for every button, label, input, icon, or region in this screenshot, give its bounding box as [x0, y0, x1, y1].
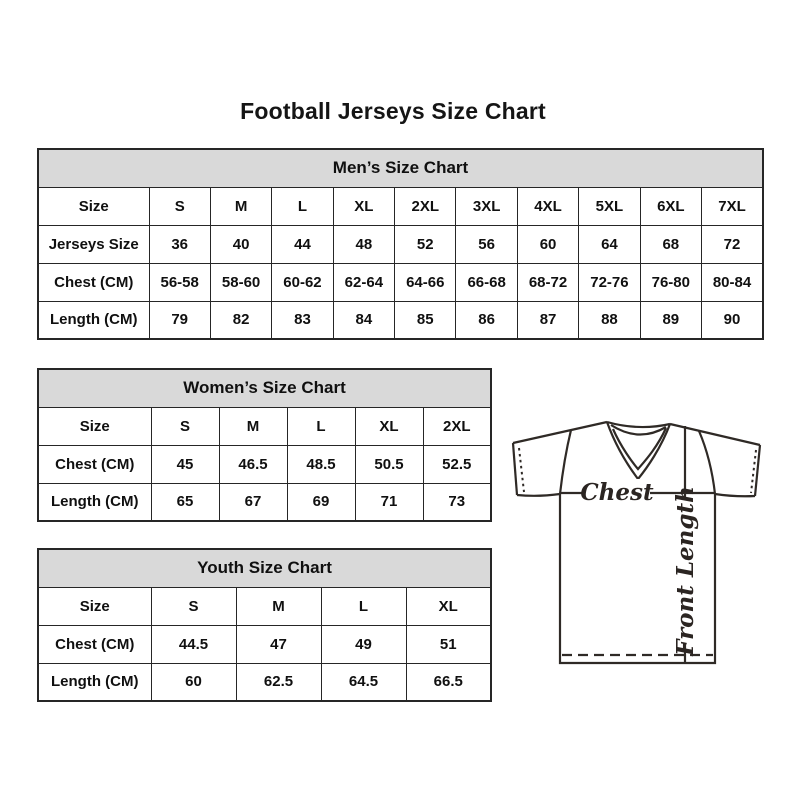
size-cell: 5XL [579, 187, 640, 225]
size-cell: 44 [272, 225, 333, 263]
jersey-right-shoulder-line [670, 424, 760, 445]
size-cell: 60 [517, 225, 578, 263]
size-cell: 64.5 [321, 663, 406, 701]
jersey-left-shoulder-line [513, 422, 607, 443]
size-cell: 62-64 [333, 263, 394, 301]
size-cell: 60-62 [272, 263, 333, 301]
size-cell: 89 [640, 301, 701, 339]
size-cell: 2XL [423, 407, 491, 445]
youth-size-table [37, 548, 492, 702]
size-cell: 52.5 [423, 445, 491, 483]
women-table-header: Women’s Size Chart [38, 369, 491, 407]
row-label: Length (CM) [38, 483, 151, 521]
size-cell: L [287, 407, 355, 445]
men-table-header: Men’s Size Chart [38, 149, 763, 187]
size-cell: 62.5 [236, 663, 321, 701]
jersey-left-armhole-seam [560, 430, 571, 494]
size-cell: 79 [149, 301, 210, 339]
row-label: Length (CM) [38, 663, 151, 701]
size-cell: L [272, 187, 333, 225]
row-label: Length (CM) [38, 301, 149, 339]
size-cell: 6XL [640, 187, 701, 225]
row-label: Size [38, 587, 151, 625]
jersey-right-sleeve-hem [755, 445, 760, 496]
size-cell: 56 [456, 225, 517, 263]
row-label: Size [38, 187, 149, 225]
size-cell: 80-84 [702, 263, 763, 301]
size-cell: 83 [272, 301, 333, 339]
jersey-left-underarm [517, 494, 560, 496]
size-cell: XL [406, 587, 491, 625]
row-label: Chest (CM) [38, 625, 151, 663]
size-cell: XL [355, 407, 423, 445]
size-cell: 73 [423, 483, 491, 521]
size-cell: 84 [333, 301, 394, 339]
size-cell: 68-72 [517, 263, 578, 301]
size-cell: 86 [456, 301, 517, 339]
size-cell: 66.5 [406, 663, 491, 701]
size-cell: 90 [702, 301, 763, 339]
row-label: Chest (CM) [38, 263, 149, 301]
size-cell: 47 [236, 625, 321, 663]
jersey-collar-back-arc-outer [607, 422, 670, 427]
jersey-left-sleeve-stitch-dotted-line [519, 448, 524, 492]
jersey-left-sleeve-hem [513, 443, 517, 495]
size-cell: 67 [219, 483, 287, 521]
size-cell: S [151, 407, 219, 445]
womens-size-table [37, 368, 492, 522]
size-cell: 3XL [456, 187, 517, 225]
size-cell: 65 [151, 483, 219, 521]
size-cell: 44.5 [151, 625, 236, 663]
page-title: Football Jerseys Size Chart [240, 98, 546, 124]
size-cell: S [151, 587, 236, 625]
size-cell: 64 [579, 225, 640, 263]
size-cell: L [321, 587, 406, 625]
size-cell: 68 [640, 225, 701, 263]
size-cell: M [210, 187, 271, 225]
size-cell: 46.5 [219, 445, 287, 483]
size-cell: 4XL [517, 187, 578, 225]
size-cell: 69 [287, 483, 355, 521]
jersey-right-armhole-seam [699, 431, 715, 494]
youth-size-grid [37, 548, 492, 702]
size-cell: 48 [333, 225, 394, 263]
women-size-grid [37, 368, 492, 522]
size-cell: 76-80 [640, 263, 701, 301]
size-cell: 36 [149, 225, 210, 263]
chest-label: Chest [580, 479, 654, 506]
size-cell: 72 [702, 225, 763, 263]
mens-size-table [37, 148, 764, 340]
size-cell: 87 [517, 301, 578, 339]
size-cell: 72-76 [579, 263, 640, 301]
size-cell: 51 [406, 625, 491, 663]
front-length-label: Front Length [672, 486, 699, 656]
size-cell: 85 [395, 301, 456, 339]
size-cell: 45 [151, 445, 219, 483]
size-cell: 7XL [702, 187, 763, 225]
size-cell: 50.5 [355, 445, 423, 483]
size-cell: 88 [579, 301, 640, 339]
youth-table-header: Youth Size Chart [38, 549, 491, 587]
size-cell: 58-60 [210, 263, 271, 301]
size-cell: 71 [355, 483, 423, 521]
size-cell: 60 [151, 663, 236, 701]
size-cell: 48.5 [287, 445, 355, 483]
jersey-right-underarm [715, 494, 755, 496]
size-cell: 56-58 [149, 263, 210, 301]
size-cell: 49 [321, 625, 406, 663]
size-cell: M [236, 587, 321, 625]
size-cell: 52 [395, 225, 456, 263]
row-label: Chest (CM) [38, 445, 151, 483]
size-cell: XL [333, 187, 394, 225]
size-cell: M [219, 407, 287, 445]
size-cell: 66-68 [456, 263, 517, 301]
size-cell: 64-66 [395, 263, 456, 301]
jersey-measurement-diagram [505, 415, 770, 671]
row-label: Jerseys Size [38, 225, 149, 263]
size-cell: 2XL [395, 187, 456, 225]
row-label: Size [38, 407, 151, 445]
size-cell: S [149, 187, 210, 225]
size-cell: 82 [210, 301, 271, 339]
men-size-grid [37, 148, 764, 340]
size-cell: 40 [210, 225, 271, 263]
